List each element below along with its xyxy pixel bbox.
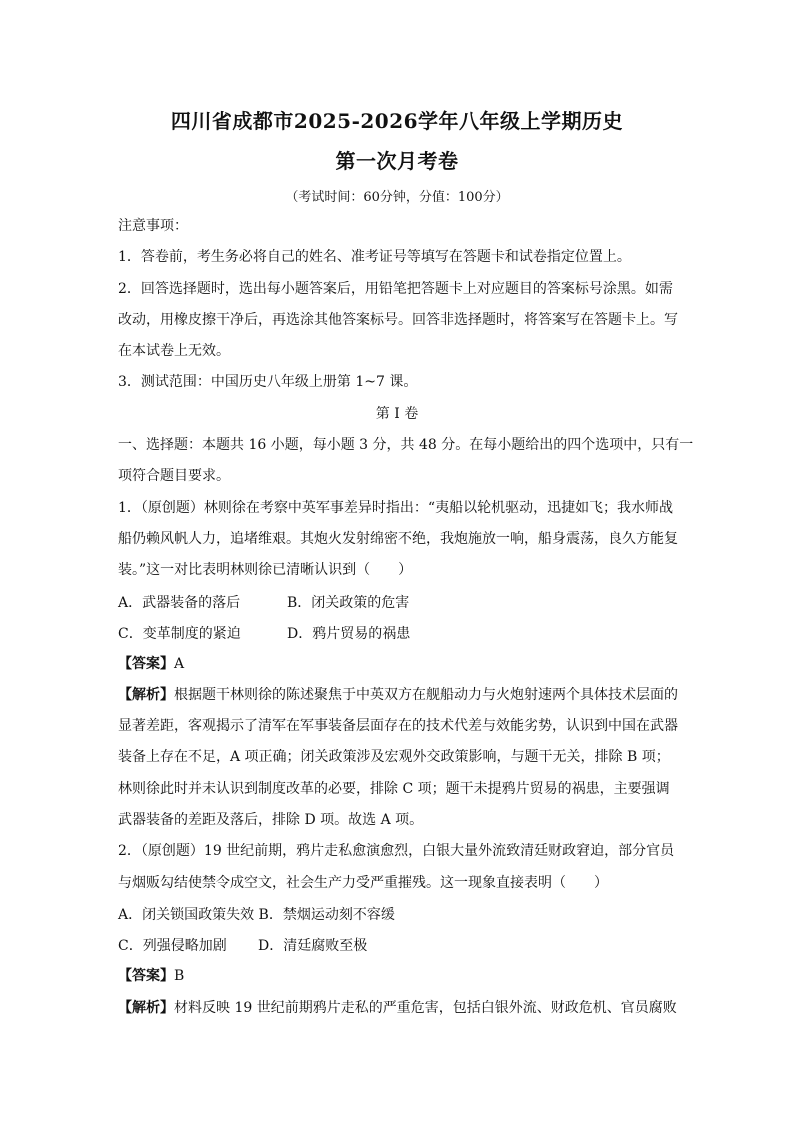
note-item-3: 3．测试范围：中国历史八年级上册第 1~7 课。 [118, 374, 418, 390]
q1-stem-line3: 装。”这一对比表明林则徐已清晰认识到（ ） [118, 562, 413, 578]
q1-answer [118, 654, 683, 674]
exam-info: （考试时间：60分钟，分值：100分） [285, 190, 509, 205]
q2-stem-line1: 2．（原创题）19 世纪前期，鸦片走私愈演愈烈，白银大量外流致清廷财政窘迫，部分官员 [118, 843, 675, 859]
analysis-label: 【解析】 [118, 1000, 174, 1016]
analysis-text: 材料反映 19 世纪前期鸦片走私的严重危害，包括白银外流、财政危机、官员腐败 [174, 1000, 677, 1016]
q1-option-b: B．闭关政策的危害 [287, 595, 410, 611]
q1-analysis-line4: 林则徐此时并未认识到制度改革的必要，排除 C 项；题干未提鸦片贸易的祸患，主要强调 [118, 781, 670, 797]
q2-option-d: D．清廷腐败至极 [258, 938, 368, 954]
q2-option-ab: A．闭关锁国政策失效 B．禁烟运动刻不容缓 [118, 907, 395, 923]
answer-value: B [174, 968, 185, 984]
q1-analysis-line3: 装备上存在不足，A 项正确；闭关政策涉及宏观外交政策影响，与题干无关，排除 B 项； [118, 749, 670, 765]
note-item-2-line1: 2．回答选择题时，选出每小题答案后，用铅笔把答题卡上对应题目的答案标号涂黑。如需 [118, 281, 673, 297]
volume-heading: 第 I 卷 [375, 406, 419, 422]
notes-heading: 注意事项： [118, 218, 188, 234]
section-instructions-line2: 项符合题目要求。 [118, 468, 230, 484]
q1-analysis-line5: 武器装备的差距及落后，排除 D 项。故选 A 项。 [118, 812, 424, 828]
q2-answer [118, 966, 683, 986]
q1-option-d: D．鸦片贸易的祸患 [287, 626, 411, 642]
q1-stem-line2: 船仍赖风帆人力，追堵维艰。其炮火发射绵密不绝，我炮施放一响，船身震荡，良久方能复 [118, 531, 678, 547]
note-item-2-line3: 在本试卷上无效。 [118, 343, 230, 359]
section-instructions-line1: 一、选择题：本题共 16 小题，每小题 3 分，共 48 分。在每小题给出的四个选项中，只有一 [118, 437, 694, 453]
answer-value: A [174, 656, 185, 672]
exam-title-line1: 四川省成都市2025-2026学年八年级上学期历史 [170, 109, 624, 133]
note-item-2-line2: 改动，用橡皮擦干净后，再选涂其他答案标号。回答非选择题时，将答案写在答题卡上。写 [118, 312, 678, 328]
answer-label: 【答案】 [118, 968, 174, 984]
note-item-1: 1．答卷前，考生务必将自己的姓名、准考证号等填写在答题卡和试卷指定位置上。 [118, 249, 631, 265]
analysis-text: 根据题干林则徐的陈述聚焦于中英双方在舰船动力与火炮射速两个具体技术层面的 [174, 687, 678, 703]
q1-analysis-line1 [118, 685, 683, 705]
q2-analysis-line1 [118, 998, 683, 1018]
q1-option-c: C．变革制度的紧迫 [118, 626, 241, 642]
answer-label: 【答案】 [118, 656, 174, 672]
q1-stem-line1: 1．（原创题）林则徐在考察中英军事差异时指出：“夷船以轮机驱动，迅捷如飞；我水师战 [118, 500, 674, 516]
q1-option-a: A．武器装备的落后 [118, 595, 241, 611]
analysis-label: 【解析】 [118, 687, 174, 703]
q1-analysis-line2: 显著差距，客观揭示了清军在军事装备层面存在的技术代差与效能劣势，认识到中国在武器 [118, 718, 678, 734]
exam-title-line2: 第一次月考卷 [335, 149, 459, 173]
q2-stem-line2: 与烟贩勾结使禁令成空文，社会生产力受严重摧残。这一现象直接表明（ ） [118, 875, 608, 891]
q2-option-c: C．列强侵略加剧 [118, 938, 227, 954]
